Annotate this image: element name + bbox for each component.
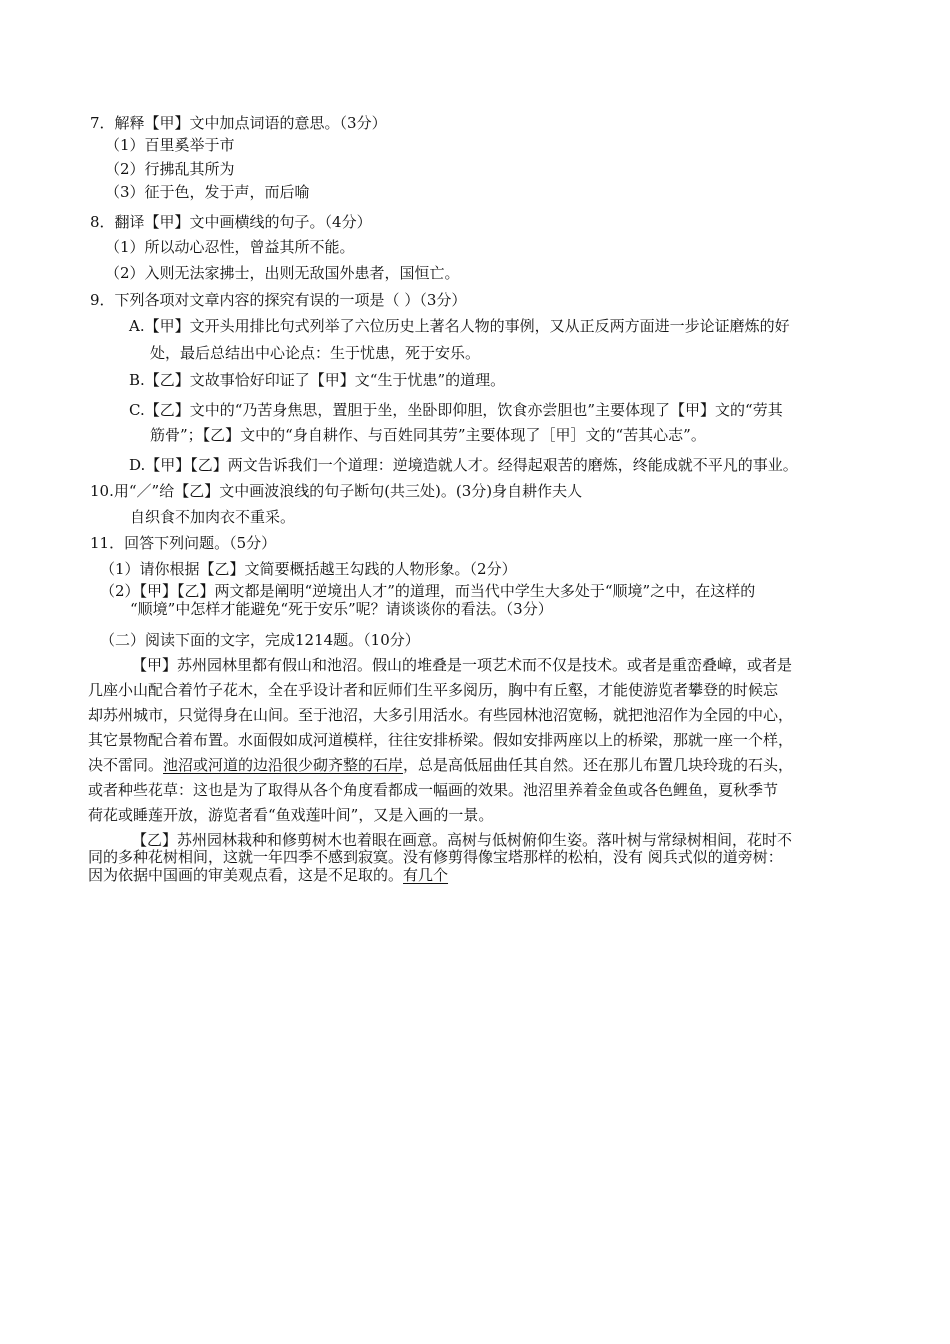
q7-title: 7．解释【甲】文中加点词语的意思。（3分）	[90, 114, 387, 132]
jia-line-2: 几座小山配合着竹子花木，全在乎设计者和匠师们生平多阅历，胸中有丘壑，才能使游览者攀登的时候忘	[88, 681, 779, 699]
q8-item-1: （1）所以动心忍性，曾益其所不能。	[105, 238, 355, 256]
q9-option-c-line1: C.【乙】文中的“乃苦身焦思，置胆于坐，坐卧即仰胆，饮食亦尝胆也”主要体现了【甲】文的“劳其	[129, 401, 783, 419]
q10-line-1: 10.用“／”给【乙】文中画波浪线的句子断句(共三处)。(3分)身自耕作夫人	[90, 482, 583, 500]
jia-line-3: 却苏州城市，只觉得身在山间。至于池沼，大多引用活水。有些园林池沼宽畅，就把池沼作为全园的中心，	[88, 706, 794, 724]
q7-item-2: （2）行拂乱其所为	[105, 160, 235, 178]
jia-line-1: 【甲】苏州园林里都有假山和池沼。假山的堆叠是一项艺术而不仅是技术。或者是重峦叠嶂，或者是	[132, 656, 793, 674]
q7-item-1: （1）百里奚举于市	[105, 136, 235, 154]
jia-line-7: 荷花或睡莲开放，游览者看“鱼戏莲叶间”，又是入画的一景。	[88, 806, 494, 824]
q8-item-2: （2）入则无法家拂士，出则无敌国外患者，国恒亡。	[105, 264, 460, 282]
q11-title: 11．回答下列问题。（5分）	[90, 534, 277, 552]
yi-line-3	[88, 864, 448, 886]
section-heading: （二）阅读下面的文字，完成1214题。（10分）	[100, 631, 420, 649]
q10-line-2: 自织食不加肉衣不重采。	[130, 508, 296, 526]
underlined-sentence: 池沼或河道的边沿很少砌齐整的石岸	[163, 756, 404, 774]
yi-line-2: 同的多种花树相间，这就一年四季不感到寂寞。没有修剪得像宝塔那样的松柏，没有 阅兵式似的道旁树：	[88, 848, 783, 866]
yi-line-3-text: 因为依据中国画的审美观点看，这是不足取的。	[88, 866, 404, 884]
jia-line-6: 或者种些花草：这也是为了取得从各个角度看都成一幅画的效果。池沼里养着金鱼或各色鲤鱼，夏秋季节	[88, 781, 779, 799]
q9-option-a-line2: 处，最后总结出中心论点：生于忧患，死于安乐。	[150, 344, 481, 362]
q7-item-3: （3）征于色，发于声，而后喻	[105, 183, 310, 201]
q9-title: 9．下列各项对文章内容的探究有误的一项是（ ）（3分）	[90, 291, 467, 309]
jia-line-5-start: 决不雷同。	[88, 756, 164, 774]
q8-title: 8．翻译【甲】文中画横线的句子。（4分）	[90, 213, 372, 231]
q9-option-a-line1: A.【甲】文开头用排比句式列举了六位历史上著名人物的事例，又从正反两方面进一步论证磨炼的好	[129, 317, 790, 335]
yi-underlined-fragment: 有几个	[403, 866, 449, 884]
yi-line-1: 【乙】苏州园林栽种和修剪树木也着眼在画意。高树与低树俯仰生姿。落叶树与常绿树相间，花时不	[132, 831, 793, 849]
q11-item-2-line2: “顺境”中怎样才能避免“死于安乐”呢？请谈谈你的看法。（3分）	[130, 600, 553, 618]
q11-item-2-line1: （2）【甲】【乙】两文都是阐明“逆境出人才”的道理，而当代中学生大多处于“顺境”之中，在这样的	[100, 582, 756, 600]
q9-option-d: D.【甲】【乙】两文告诉我们一个道理：逆境造就人才。经得起艰苦的磨炼，终能成就不平凡的事业。	[129, 456, 798, 474]
q9-option-c-line2: 筋骨”；【乙】文中的“身自耕作、与百姓同其劳”主要体现了［甲］文的“苦其心志”。	[150, 426, 706, 444]
q9-option-b: B.【乙】文故事恰好印证了【甲】文“生于忧患”的道理。	[129, 371, 506, 389]
jia-line-5	[88, 754, 793, 776]
jia-line-5-end: ，总是高低屈曲任其自然。还在那儿布置几块玲珑的石头，	[403, 756, 794, 774]
q11-item-1: （1）请你根据【乙】文简要概括越王勾践的人物形象。（2分）	[100, 560, 517, 578]
jia-line-4: 其它景物配合着布置。水面假如成河道模样，往往安排桥梁。假如安排两座以上的桥梁，那就一座一个样，	[88, 731, 794, 749]
